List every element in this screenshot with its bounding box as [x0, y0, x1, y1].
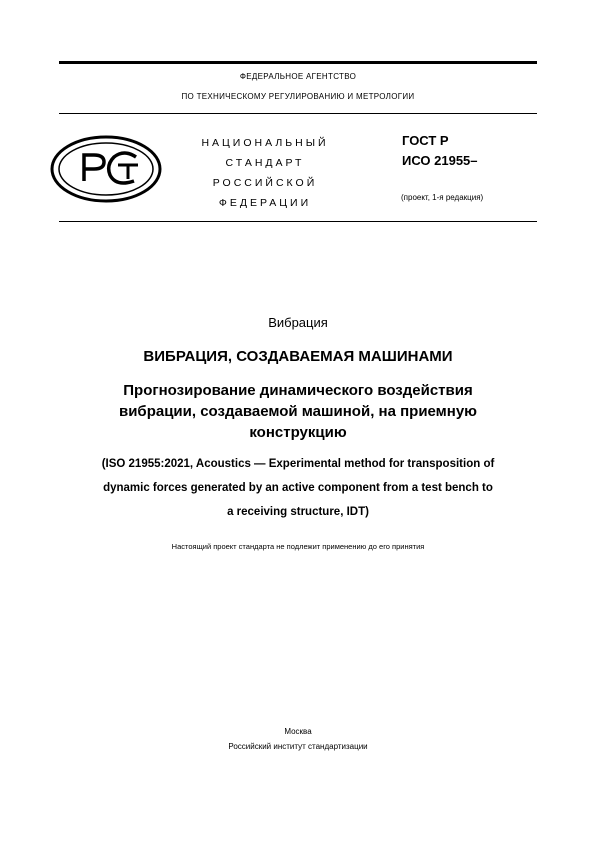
rst-certification-mark-icon — [50, 135, 162, 203]
document-subtitle — [59, 380, 537, 443]
iso-reference — [59, 452, 537, 524]
national-standard-line: РОССИЙСКОЙ — [212, 177, 318, 189]
iso-reference-line: dynamic forces generated by an active component from a test bench to — [103, 482, 493, 494]
subtitle-line: конструкцию — [249, 424, 347, 441]
national-standard-line: НАЦИОНАЛЬНЫЙ — [201, 137, 329, 149]
agency-name-line-2: ПО ТЕХНИЧЕСКОМУ РЕГУЛИРОВАНИЮ И МЕТРОЛОГИИ — [181, 92, 415, 101]
national-standard-line: СТАНДАРТ — [225, 157, 305, 169]
publication-city: Москва — [284, 727, 312, 736]
standard-number: ИСО 21955– — [402, 153, 478, 168]
agency-name-line-1: ФЕДЕРАЛЬНОЕ АГЕНТСТВО — [239, 72, 357, 81]
header-bottom-rule — [59, 221, 537, 222]
top-rule — [59, 61, 537, 64]
standard-designation: ГОСТ Р — [402, 133, 449, 148]
publisher-name: Российский институт стандартизации — [228, 742, 368, 751]
subtitle-line: вибрации, создаваемой машиной, на приемную — [118, 403, 477, 420]
iso-reference-line: a receiving structure, IDT) — [227, 506, 369, 518]
header-rule — [59, 113, 537, 114]
draft-note: Настоящий проект стандарта не подлежит применению до его принятия — [171, 542, 425, 551]
national-standard-line: ФЕДЕРАЦИИ — [218, 197, 312, 209]
edition-note: (проект, 1-я редакция) — [401, 193, 484, 202]
iso-reference-line: (ISO 21955:2021, Acoustics — Experimental method for transposition of — [101, 458, 495, 470]
document-title: ВИБРАЦИЯ, СОЗДАВАЕМАЯ МАШИНАМИ — [143, 348, 453, 365]
subtitle-line: Прогнозирование динамического воздействия — [123, 382, 473, 399]
document-topic: Вибрация — [268, 315, 328, 330]
